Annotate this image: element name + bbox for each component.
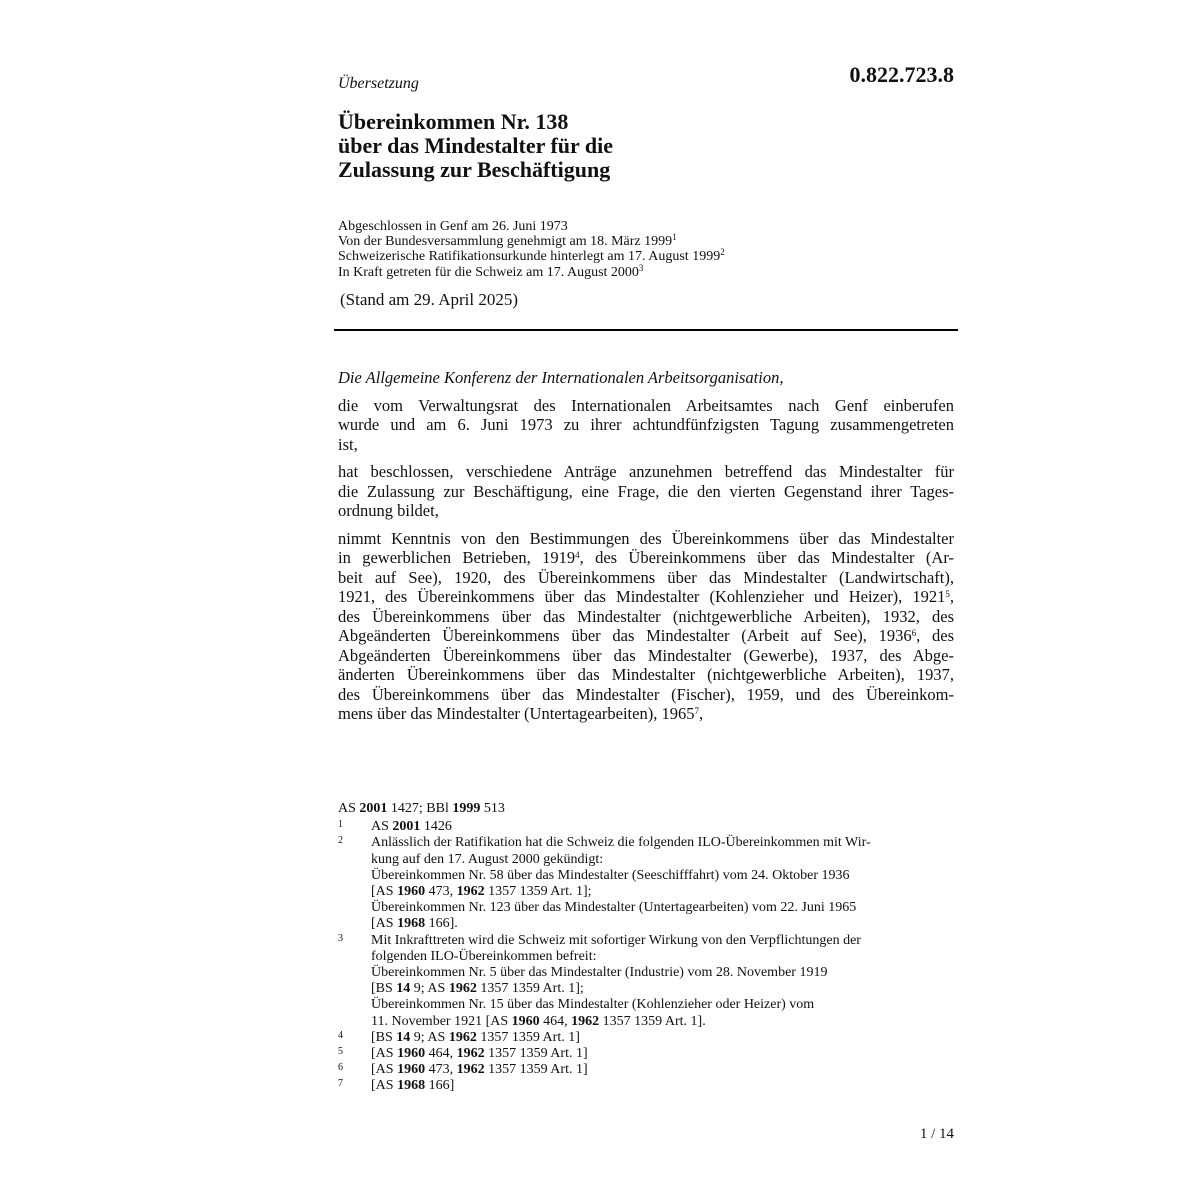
text-segment: AS bbox=[338, 801, 360, 816]
text-line bbox=[338, 704, 954, 724]
preamble-paragraph bbox=[338, 462, 954, 521]
text-segment: 473, bbox=[425, 884, 457, 900]
text-line bbox=[371, 1046, 958, 1062]
source-reference bbox=[338, 801, 958, 817]
in-force-date bbox=[338, 262, 725, 280]
text-line bbox=[371, 819, 958, 835]
text-segment: 14 bbox=[396, 1029, 411, 1045]
document-title bbox=[338, 110, 958, 182]
text-line: ist, bbox=[338, 434, 358, 454]
footnote-ref[interactable]: 1 bbox=[672, 232, 677, 243]
preamble-paragraph bbox=[338, 396, 954, 455]
text-segment: [AS bbox=[371, 884, 398, 900]
sr-number: 0.822.723.8 bbox=[849, 62, 954, 87]
concluded-date: Abgeschlossen in Genf am 26. Juni 1973 bbox=[338, 219, 568, 234]
text-segment: 1999 bbox=[452, 801, 481, 816]
text-line: wurde und am 6. Juni 1973 zu ihrer achtundfünfzigsten Tagung zusammengetreten bbox=[338, 415, 954, 434]
footnote bbox=[338, 819, 958, 835]
text-line bbox=[371, 1062, 958, 1078]
text-segment: 9; AS bbox=[410, 981, 449, 997]
footnote bbox=[338, 933, 958, 1030]
footnote bbox=[338, 835, 958, 932]
footnote-ref[interactable]: 5 bbox=[945, 589, 950, 599]
page-number: 1 / 14 bbox=[919, 1126, 954, 1142]
text-segment: 9; AS bbox=[410, 1029, 449, 1045]
text-segment: 473, bbox=[425, 1062, 457, 1078]
text-line bbox=[338, 587, 954, 607]
text-segment: 1962 bbox=[448, 981, 477, 997]
text-line: die vom Verwaltungsrat des Internationalen Arbeitsamtes nach Genf einberufen bbox=[338, 395, 954, 415]
text-segment: 464, bbox=[425, 1046, 457, 1062]
text-line bbox=[371, 1078, 958, 1094]
text-segment: 166] bbox=[425, 1078, 455, 1094]
footnote-ref[interactable]: 7 bbox=[694, 706, 699, 716]
footnote-ref[interactable]: 4 bbox=[575, 550, 580, 560]
text-segment: 166]. bbox=[425, 916, 458, 932]
text-segment: 464, bbox=[539, 1013, 572, 1029]
text-segment: , bbox=[698, 704, 704, 723]
text-segment: 1960 bbox=[511, 1013, 540, 1029]
text-segment: 2001 bbox=[392, 819, 421, 835]
text-segment: 1357 1359 Art. 1] bbox=[484, 1062, 588, 1078]
text-line: hat beschlossen, verschiedene Anträge anzunehmen betreffend das Mindestalter für bbox=[338, 462, 954, 481]
text-segment: , des bbox=[916, 626, 954, 645]
preamble bbox=[338, 368, 954, 732]
text-segment: 1921, des Übereinkommens über das Mindestalter (Kohlenzieher und Heizer), 1921 bbox=[338, 587, 946, 606]
text-line: ordnung bildet, bbox=[338, 501, 439, 520]
text-segment: 1968 bbox=[397, 916, 426, 932]
text-segment: 1357 1359 Art. 1]; bbox=[484, 884, 592, 900]
text-line bbox=[371, 1030, 958, 1046]
text-segment: [AS bbox=[371, 1062, 398, 1078]
footnote-number: 6 bbox=[338, 1062, 343, 1074]
text-segment: 1357 1359 Art. 1]. bbox=[599, 1013, 706, 1029]
text-segment: 14 bbox=[396, 981, 411, 997]
text-segment: mens über das Mindestalter (Untertagearbeiten), 1965 bbox=[338, 704, 695, 723]
ratification-text: Schweizerische Ratifikationsurkunde hinterlegt am 17. August 1999 bbox=[338, 249, 721, 265]
text-line: folgenden ILO-Übereinkommen befreit: bbox=[371, 948, 597, 964]
title-line: über das Mindestalter für die bbox=[338, 133, 614, 158]
status-date: (Stand am 29. April 2025) bbox=[340, 290, 519, 309]
in-force-text: In Kraft getreten für die Schweiz am 17. August 2000 bbox=[338, 264, 639, 280]
header-divider bbox=[334, 329, 958, 331]
preamble-paragraph bbox=[338, 529, 954, 724]
footnote-number: 3 bbox=[338, 932, 343, 944]
text-segment: 1962 bbox=[456, 1046, 485, 1062]
text-segment: [BS bbox=[371, 981, 397, 997]
footnote-text bbox=[371, 933, 958, 1030]
footnote-text bbox=[371, 1030, 958, 1046]
footnote-ref[interactable]: 2 bbox=[720, 247, 725, 258]
text-line: kung auf den 17. August 2000 gekündigt: bbox=[371, 851, 604, 867]
footnote-text bbox=[371, 1062, 958, 1078]
text-line bbox=[371, 981, 958, 997]
text-line: nimmt Kenntnis von den Bestimmungen des Übereinkommens über das Mindestalter bbox=[338, 528, 954, 548]
text-segment: 1960 bbox=[397, 884, 426, 900]
text-segment: , bbox=[949, 587, 954, 606]
text-segment: [AS bbox=[371, 1078, 398, 1094]
text-segment: 1968 bbox=[397, 1078, 426, 1094]
text-segment: AS bbox=[371, 819, 393, 835]
document-metadata bbox=[338, 219, 725, 280]
text-segment: 1357 1359 Art. 1] bbox=[484, 1046, 588, 1062]
text-segment: 1357 1359 Art. 1]; bbox=[476, 981, 584, 997]
footnote-number: 1 bbox=[338, 819, 343, 831]
footnote-number: 5 bbox=[338, 1046, 343, 1058]
title-line: Zulassung zur Beschäftigung bbox=[338, 157, 611, 182]
preamble-intro: Die Allgemeine Konferenz der Internationalen Arbeitsorganisation, bbox=[338, 368, 784, 387]
text-line: die Zulassung zur Beschäftigung, eine Frage, die den vierten Gegenstand ihrer Tages- bbox=[338, 481, 954, 501]
text-segment: 1960 bbox=[397, 1062, 426, 1078]
approval-text: Von der Bundesversammlung genehmigt am 18. März 1999 bbox=[338, 234, 673, 250]
text-segment: 11. November 1921 [AS bbox=[371, 1013, 512, 1029]
text-segment: 1427; BBl bbox=[387, 801, 453, 816]
footnote-number: 7 bbox=[338, 1078, 343, 1090]
text-segment: [BS bbox=[371, 1029, 397, 1045]
text-line: beit auf See), 1920, des Übereinkommens über das Mindestalter (Landwirtschaft), bbox=[338, 567, 954, 587]
text-line bbox=[338, 548, 954, 568]
text-line: Übereinkommen Nr. 5 über das Mindestalter (Industrie) vom 28. November 1919 bbox=[371, 965, 828, 981]
text-segment: 513 bbox=[480, 801, 505, 816]
translation-label: Übersetzung bbox=[338, 75, 419, 92]
text-segment: 1962 bbox=[456, 884, 485, 900]
text-line: Anlässlich der Ratifikation hat die Schweiz die folgenden ILO-Übereinkommen mit Wir- bbox=[371, 835, 871, 851]
footnote bbox=[338, 1078, 958, 1094]
text-line bbox=[371, 1014, 958, 1030]
text-segment: , des Übereinkommens über das Mindestalter (Ar- bbox=[579, 548, 954, 567]
text-line: Übereinkommen Nr. 123 über das Mindestalter (Untertagearbeiten) vom 22. Juni 1965 bbox=[371, 900, 857, 916]
title-line: Übereinkommen Nr. 138 bbox=[338, 109, 569, 134]
text-segment: 1962 bbox=[448, 1029, 477, 1045]
text-segment: 1357 1359 Art. 1] bbox=[476, 1029, 580, 1045]
footnote-ref[interactable]: 3 bbox=[638, 262, 644, 273]
footnote-text bbox=[371, 835, 958, 932]
text-segment: [AS bbox=[371, 1046, 398, 1062]
approval-date bbox=[338, 234, 725, 249]
text-segment: 2001 bbox=[359, 801, 388, 816]
footnote bbox=[338, 1030, 958, 1046]
text-segment: 1960 bbox=[397, 1046, 426, 1062]
footnote-number: 2 bbox=[338, 835, 343, 847]
footnote-text bbox=[371, 819, 958, 835]
text-line bbox=[371, 884, 958, 900]
footnote bbox=[338, 1062, 958, 1078]
text-line: Übereinkommen Nr. 15 über das Mindestalter (Kohlenzieher oder Heizer) vom bbox=[371, 997, 815, 1013]
footnotes bbox=[338, 801, 958, 1095]
text-line: änderten Übereinkommens über das Mindestalter (nichtgewerbliche Arbeiten), 1937, bbox=[338, 665, 954, 684]
ratification-date bbox=[338, 249, 725, 264]
text-segment: 1962 bbox=[456, 1062, 485, 1078]
text-segment: 1962 bbox=[571, 1013, 600, 1029]
text-segment: in gewerblichen Betrieben, 1919 bbox=[338, 548, 576, 567]
text-line: Mit Inkrafttreten wird die Schweiz mit sofortiger Wirkung von den Verpflichtungen der bbox=[371, 932, 861, 948]
footnote-number: 4 bbox=[338, 1029, 343, 1041]
footnote-text bbox=[371, 1046, 958, 1062]
text-line: des Übereinkommens über das Mindestalter (nichtgewerbliche Arbeiten), 1932, des bbox=[338, 606, 954, 626]
text-line bbox=[338, 626, 954, 646]
text-line bbox=[371, 916, 958, 932]
text-line: des Übereinkommens über das Mindestalter (Fischer), 1959, und des Übereinkom- bbox=[338, 684, 954, 704]
footnote bbox=[338, 1046, 958, 1062]
text-line: Abgeänderten Übereinkommens über das Mindestalter (Gewerbe), 1937, des Abge- bbox=[338, 645, 954, 665]
text-segment: 1426 bbox=[420, 819, 452, 835]
footnote-text bbox=[371, 1078, 958, 1094]
footnote-ref[interactable]: 6 bbox=[911, 628, 917, 638]
text-segment: [AS bbox=[371, 916, 398, 932]
text-line: Übereinkommen Nr. 58 über das Mindestalter (Seeschifffahrt) vom 24. Oktober 1936 bbox=[371, 867, 850, 883]
text-segment: Abgeänderten Übereinkommens über das Mindestalter (Arbeit auf See), 1936 bbox=[338, 626, 912, 645]
